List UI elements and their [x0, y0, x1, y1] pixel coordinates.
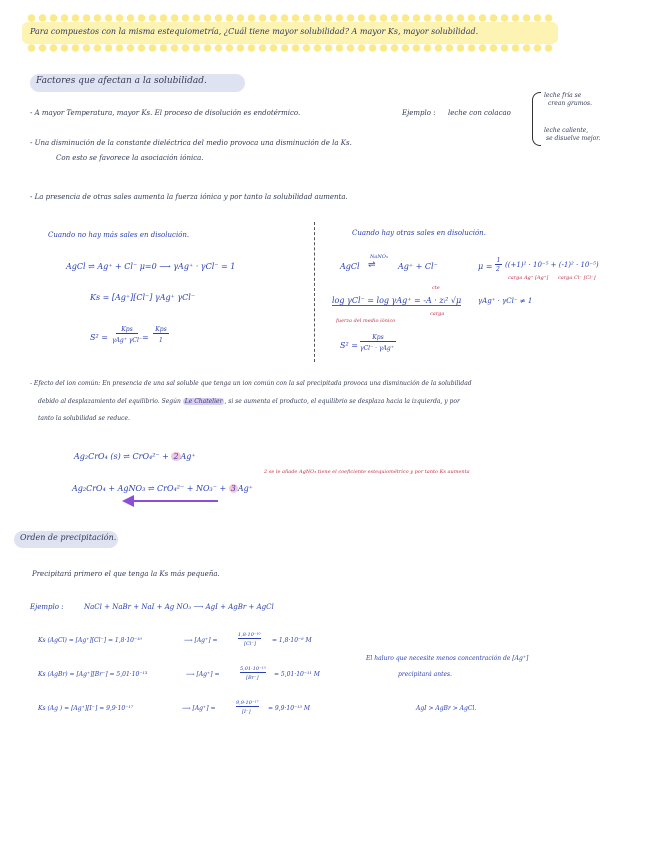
common-ion-line2-b: , si se aumenta el producto, el equilibrio se desplaza hacia la izquierda, y por [224, 398, 460, 405]
left-eq-s2-num: Kps [116, 326, 138, 334]
left-eq-s2-lhs: S² = [90, 333, 108, 342]
row1-arrow: ⟶ [Ag⁺] = [184, 637, 218, 644]
bullet-temperature: - A mayor Temperatura, mayor Ks. El proceso de disolución es endotérmico. [30, 109, 301, 117]
eq2-note-top: cte [432, 285, 440, 291]
right-eq-s2-den: γCl⁻ · γAg⁺ [360, 345, 394, 352]
side-note-cold-2: crean grumos. [548, 100, 592, 107]
eq2-caption: fuerza del medio iónico [336, 318, 396, 324]
row2-num: 5,01·10⁻¹³ [240, 666, 266, 672]
left-eq-s2-equals: = [142, 333, 149, 342]
right-eq-s2-num: Kps [360, 334, 396, 342]
left-eq-ks: Ks = [Ag⁺][Cl⁻] γAg⁺ γCl⁻ [90, 293, 196, 302]
common-ion-eq2 [72, 484, 253, 493]
common-ion-note: 2 se le añade AgNO₃ tiene el coeficiente estequiométrico y por tanto Ks aumenta [264, 469, 470, 475]
left-eq-s2-den: γAg⁺ γCl⁻ [112, 337, 143, 344]
page-title: Para compuestos con la misma estequiometría, ¿Cuál tiene mayor solubilidad? A mayor Ks, mayor solubilidad. [30, 27, 479, 36]
common-ion-line2 [38, 398, 460, 405]
right-eq-lhs: AgCl [340, 262, 360, 271]
side-note-hot-1: leche caliente, [544, 127, 589, 134]
left-eq-dissociation: AgCl ⇌ Ag⁺ + Cl⁻ μ=0 ⟶ γAg⁺ · γCl⁻ = 1 [66, 262, 236, 271]
section2-example-eq: NaCl + NaBr + NaI + Ag NO₃ ⟶ AgI + AgBr + AgCl [84, 603, 274, 611]
row3-den: [I⁻] [242, 709, 251, 715]
right-eq-log-gamma [332, 296, 461, 305]
common-ion-eq2-b: Ag⁺ [237, 484, 253, 493]
section1-heading: Factores que afectan a la solubilidad. [36, 76, 207, 86]
side-note-cold-1: leche fría se [544, 92, 582, 99]
right-eq-over-arrow: NaNO₃ [370, 254, 388, 260]
left-eq-s2-num2: Kps [153, 326, 169, 334]
equilibrium-arrow-icon: ⇌ [368, 260, 376, 270]
side-note-brace [532, 92, 541, 146]
coef-2-highlight: 2 [173, 452, 179, 461]
common-ion-line1: - Efecto del ion común: En presencia de una sal soluble que tenga un ion común con la sal precipitada provoca una disminución de la solubilidad [30, 380, 472, 387]
row3-arrow: ⟶ [Ag⁺] = [182, 705, 216, 712]
row1-result: = 1,8·10⁻⁸ M [272, 637, 312, 644]
right-column-heading: Cuando hay otras sales en disolución. [352, 229, 486, 237]
right-eq-log-gamma-text: log γCl⁻ = log γAg⁺ = -A · zᵢ² √μ [332, 296, 462, 305]
common-ion-eq1-a: Ag₂CrO₄ (s) ⇌ CrO₄²⁻ + [74, 452, 169, 461]
shift-left-arrow-icon [120, 494, 220, 508]
side-note-hot-2: se disuelve mejor. [546, 135, 601, 142]
mu-frac-num: 1 [496, 257, 501, 264]
example-text: leche con colacao [448, 109, 511, 117]
mu-note-1: carga Ag⁺ [Ag⁺] [508, 275, 549, 281]
common-ion-eq2-a: Ag₂CrO₄ + AgNO₃ ⇌ CrO₄²⁻ + NO₃⁻ + [72, 484, 227, 493]
column-divider [314, 222, 315, 362]
right-eq-s2-lhs: S² = [340, 341, 358, 350]
row2-den: [Br⁻] [246, 675, 259, 681]
right-eq-gamma-neq: γAg⁺ · γCl⁻ ≠ 1 [478, 297, 533, 305]
mu-lhs: μ = [478, 262, 493, 271]
eq2-note-bottom: carga [430, 311, 445, 317]
right-eq-rhs: Ag⁺ + Cl⁻ [398, 262, 438, 271]
precipitation-order: AgI > AgBr > AgCl. [416, 705, 477, 712]
left-eq-s2-den2: 1 [159, 337, 163, 344]
row2-arrow: ⟶ [Ag⁺] = [186, 671, 220, 678]
row3-ks: Ks (Ag ) = [Ag⁺][I⁻] = 9,9·10⁻¹⁷ [38, 705, 134, 712]
section2-example-label: Ejemplo : [30, 603, 64, 611]
row1-num: 1,8·10⁻¹⁰ [238, 632, 261, 638]
halide-note-line1: El haluro que necesite menos concentración de [Ag⁺] [366, 655, 529, 662]
le-chatelier-highlight: Le Chatelier [184, 398, 223, 405]
left-column-heading: Cuando no hay más sales en disolución. [48, 231, 190, 239]
bullet-other-salts: - La presencia de otras sales aumenta la fuerza iónica y por tanto la solubilidad aumenta. [30, 193, 348, 201]
mu-frac-den: 2 [496, 266, 500, 273]
example-label: Ejemplo : [402, 109, 436, 117]
title-highlight-dots-bottom [26, 43, 556, 53]
precipitation-intro: Precipitará primero el que tenga la Ks más pequeña. [32, 570, 220, 578]
bullet-dielectric: - Una disminución de la constante dieléctrica del medio provoca una disminución de la Ks. [30, 139, 352, 147]
row2-result: = 5,01·10⁻¹¹ M [274, 671, 320, 678]
section2-heading: Orden de precipitación. [20, 533, 117, 542]
row2-ks: Ks (AgBr) = [Ag⁺][Br⁻] = 5,01·10⁻¹³ [38, 671, 148, 678]
mu-note-2: carga Cl⁻ [Cl⁻] [558, 275, 596, 281]
common-ion-eq1-b: Ag⁺ [180, 452, 196, 461]
title-highlight-dots-top [26, 13, 556, 23]
mu-expression: ((+1)² · 10⁻⁵ + (-1)² · 10⁻⁵) [505, 261, 599, 269]
halide-note-line2: precipitará antes. [398, 671, 453, 678]
row3-num: 9,9·10⁻¹⁷ [236, 700, 259, 706]
bullet-dielectric-2: Con esto se favorece la asociación iónica. [56, 154, 204, 162]
common-ion-eq1 [74, 452, 196, 461]
row3-result: = 9,9·10⁻¹⁵ M [268, 705, 311, 712]
common-ion-line2-a: debido al desplazamiento del equilibrio. Según [38, 398, 181, 405]
coef-3-highlight: 3 [230, 484, 236, 493]
row1-den: [Cl⁻] [244, 641, 256, 647]
common-ion-line3: tanto la solubilidad se reduce. [38, 415, 130, 422]
row1-ks: Ks (AgCl) = [Ag⁺][Cl⁻] = 1,8·10⁻¹⁰ [38, 637, 142, 644]
